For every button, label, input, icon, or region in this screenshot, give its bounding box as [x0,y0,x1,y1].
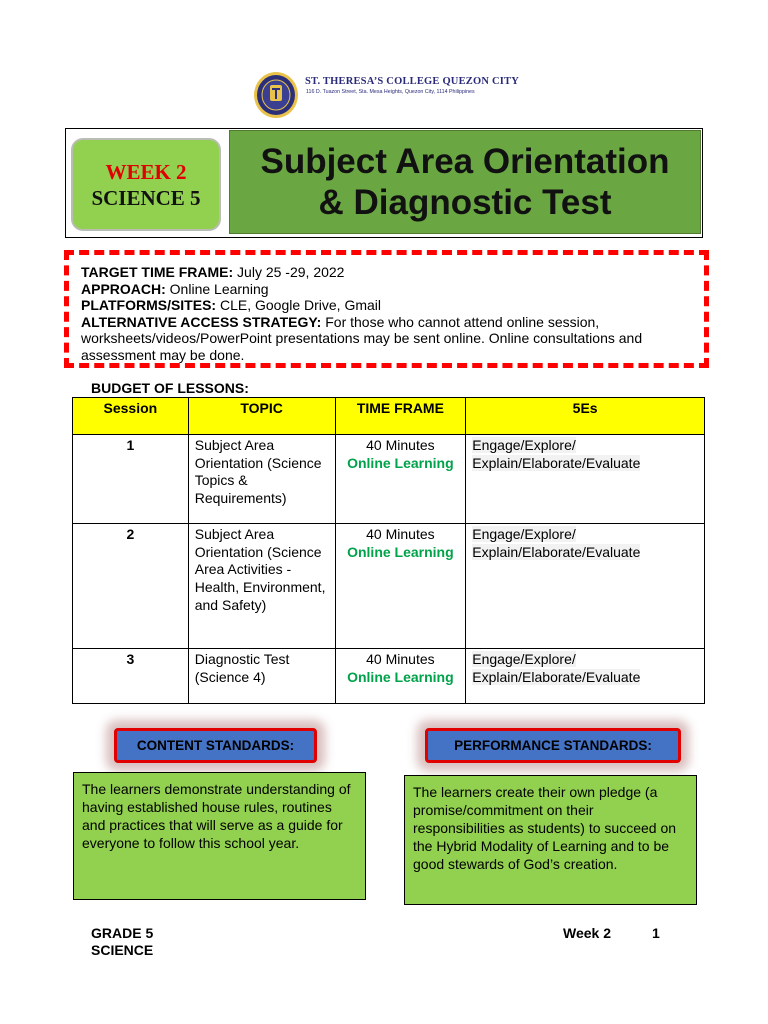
alt-strategy-line [81,314,694,364]
footer-grade-subject [91,925,153,959]
header-topic: TOPIC [188,398,335,435]
week-badge [71,138,221,231]
five-es-line-2: Explain/Elaborate/Evaluate [472,668,641,685]
performance-standards-text: The learners create their own pledge (a promise/commitment on their responsibilities as students) to succeed on the Hybrid Modality of Learning and to be good stewards of God’s creation. [404,775,697,905]
school-address: 116 D. Tuazon Street, Sta. Mesa Heights, Quezon City, 1114 Philippines [306,89,475,95]
week-label: WEEK 2 [105,159,187,184]
table-row [73,524,705,649]
page-number: 1 [652,925,660,941]
header-5es: 5Es [466,398,705,435]
time-frame-line [81,264,694,281]
header-session: Session [73,398,189,435]
session-number: 2 [73,524,189,649]
header-time-frame: TIME FRAME [335,398,466,435]
subject-label: SCIENCE 5 [91,185,201,210]
footer-subject: SCIENCE [91,942,154,958]
approach-line [81,281,694,298]
time-frame-cell [335,435,466,524]
five-es-line-1: Engage/Explore/ [472,526,576,542]
topic-cell: Subject Area Orientation (Science Topics & Requirements) [188,435,335,524]
topic-cell: Diagnostic Test (Science 4) [188,649,335,704]
footer-week: Week 2 [563,925,611,941]
five-es-cell [466,435,705,524]
content-standards-text: The learners demonstrate understanding of having established house rules, routines and practices that will serve as a guide for everyone to follow this school year. [73,772,366,900]
table-row [73,649,705,704]
five-es-line-1: Engage/Explore/ [472,651,576,667]
performance-standards-label: PERFORMANCE STANDARDS: [425,728,681,763]
platforms-value: CLE, Google Drive, Gmail [216,297,382,313]
table-header-row [73,398,705,435]
five-es-cell [466,649,705,704]
school-seal-icon [252,71,300,119]
time-frame-value: July 25 -29, 2022 [233,264,345,280]
five-es-line-2: Explain/Elaborate/Evaluate [472,454,641,471]
five-es-line-2: Explain/Elaborate/Evaluate [472,543,641,560]
learning-mode: Online Learning [347,668,454,685]
content-standards-label: CONTENT STANDARDS: [114,728,317,763]
duration: 40 Minutes [366,651,435,667]
platforms-label: PLATFORMS/SITES: [81,297,217,313]
session-number: 3 [73,649,189,704]
learning-mode: Online Learning [347,543,454,560]
session-number: 1 [73,435,189,524]
page-title [229,130,701,234]
topic-cell: Subject Area Orientation (Science Area Activities - Health, Environment, and Safety) [188,524,335,649]
learning-mode: Online Learning [347,454,454,471]
approach-label: APPROACH: [81,280,166,297]
alt-strategy-label: ALTERNATIVE ACCESS STRATEGY: [81,313,322,330]
school-name: ST. THERESA’S COLLEGE QUEZON CITY [305,76,520,87]
footer-grade: GRADE 5 [91,925,154,941]
platforms-line [81,297,694,314]
title-line-1: Subject Area Orientation [260,142,670,181]
info-box [64,250,709,368]
alt-strategy-value: For those who cannot attend online session, worksheets/videos/PowerPoint presentations may be sent online. Online consultations and assessment may be done. [81,313,643,363]
five-es-line-1: Engage/Explore/ [472,437,576,453]
budget-table [72,397,705,704]
five-es-cell [466,524,705,649]
duration: 40 Minutes [366,526,435,542]
time-frame-label: TARGET TIME FRAME: [81,264,234,280]
approach-value: Online Learning [165,280,269,297]
time-frame-cell [335,649,466,704]
time-frame-cell [335,524,466,649]
title-line-2: & Diagnostic Test [318,183,612,222]
budget-title: BUDGET OF LESSONS: [91,380,249,396]
duration: 40 Minutes [366,437,435,453]
table-row [73,435,705,524]
